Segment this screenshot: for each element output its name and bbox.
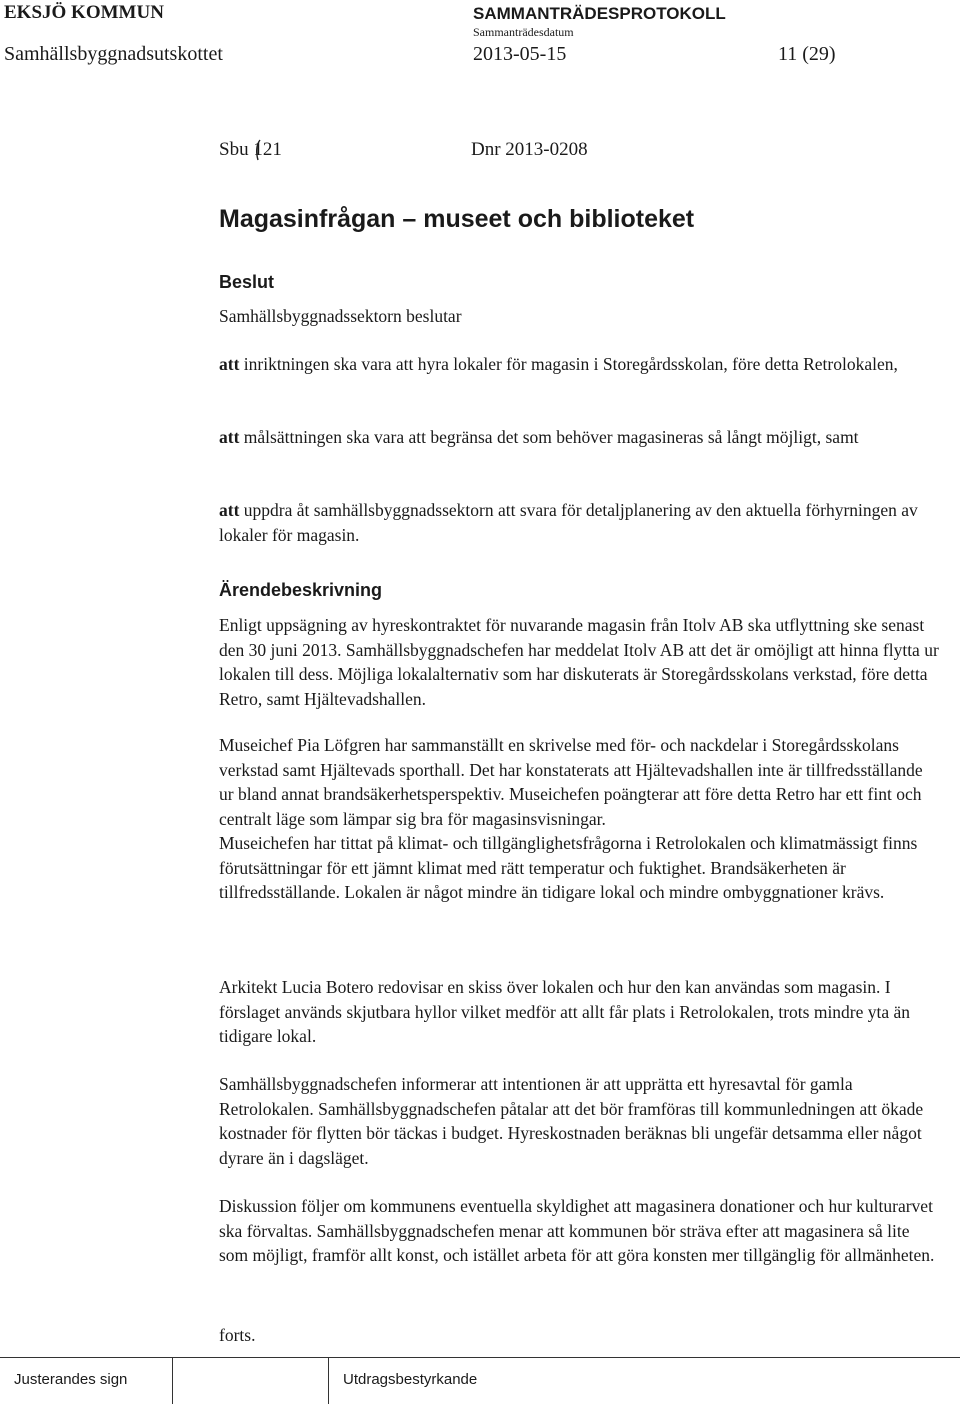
decision-item (219, 498, 939, 547)
meeting-date-label: Sammanträdesdatum (473, 25, 574, 39)
decision-heading: Beslut (219, 272, 275, 292)
municipality-name: EKSJÖ KOMMUN (4, 2, 164, 23)
footer-divider (0, 1357, 960, 1358)
decision-intro: Samhällsbyggnadssektorn beslutar (219, 306, 462, 326)
footer-separator (328, 1358, 329, 1404)
description-paragraph: Museichefen har tittat på klimat- och tillgänglighetsfrågorna i Retrolokalen och klimatmässigt finns förutsättningar för ett jämnt klimat med rätt temperatur och fuktighet. Brandsäkerheten är tillfredsställande. Lokalen är något mindre än tidigare lokal och mindre ombyggnationer krävs. (219, 833, 918, 902)
paragraph-number (219, 139, 282, 161)
committee-name: Samhällsbyggnadsutskottet (4, 43, 223, 65)
description-paragraph: Samhällsbyggnadschefen informerar att intentionen är att upprätta ett hyresavtal för gamla Retrolokalen. Samhällsbyggnadschefen påtalar att det bör framföras till kommunledningen att ökade kostnader för flytten bör täckas i budget. Hyreskostnaden beräknas bli ungefär detsamma eller något dyrare än i dagsläget. (219, 1074, 924, 1168)
signature-label: Justerandes sign (14, 1371, 128, 1388)
description-heading: Ärendebeskrivning (219, 580, 383, 600)
decision-item-text: inriktningen ska vara att hyra lokaler för magasin i Storegårdsskolan, före detta Retrolokalen, (239, 354, 898, 374)
paragraph-text: Sbu 121 (219, 139, 282, 160)
footer-separator (172, 1358, 173, 1404)
protocol-title: SAMMANTRÄDESPROTOKOLL (473, 4, 726, 23)
decision-item-text: uppdra åt samhällsbyggnadssektorn att svara för detaljplanering av den aktuella förhyrningen av lokaler för magasin. (219, 500, 918, 545)
description-block (0, 733, 960, 905)
meeting-date: 2013-05-15 (473, 43, 567, 65)
page-number: 11 (29) (778, 43, 836, 65)
description-paragraph: Museichef Pia Löfgren har sammanställt en skrivelse med för- och nackdelar i Storegårdsskolans verkstad samt Hjältevads sporthall. Det har konstaterats att Hjältevadshallen inte är tillfredsställande ur bland annat brandsäkerhetsperspektiv. Museichefen poängterar att före detta Retro har ett fint och centralt läge som lämpar sig bra för magasinsvisningar. (219, 735, 923, 829)
description-paragraph: Arkitekt Lucia Botero redovisar en skiss över lokalen och hur den kan användas som magasin. I förslaget används skjutbara hyllor vilket medför att allt får plats i Retrolokalen, trots mindre yta än tidigare lokal. (219, 977, 911, 1046)
case-number: Dnr 2013-0208 (471, 139, 588, 160)
continued-note: forts. (219, 1325, 256, 1345)
decision-item (219, 425, 939, 450)
att-keyword: att (219, 427, 240, 447)
extract-label: Utdragsbestyrkande (343, 1371, 478, 1388)
att-keyword: att (219, 500, 240, 520)
decision-item-text: målsättningen ska vara att begränsa det som behöver magasineras så långt möjligt, samt (239, 427, 859, 447)
page-title: Magasinfrågan – museet och biblioteket (219, 205, 695, 233)
section-mark-icon (254, 139, 262, 161)
att-keyword: att (219, 354, 240, 374)
description-paragraph: Diskussion följer om kommunens eventuella skyldighet att magasinera donationer och hur kulturarvet ska förvaltas. Samhällsbyggnadschefen menar att kommunen bör sträva efter att magasinera så lite som möjligt, framför allt konst, och istället arbeta för att göra konsten mer tillgänglig för allmänheten. (219, 1196, 935, 1265)
decision-item (219, 352, 939, 377)
description-paragraph: Enligt uppsägning av hyreskontraktet för nuvarande magasin från Itolv AB ska utflyttning ske senast den 30 juni 2013. Samhällsbyggnadschefen har meddelat Itolv AB att det är omöjligt att hinna flytta ur lokalen till dess. Möjliga lokalalternativ som har diskuterats är Storegårdsskolans verkstad, före detta Retro, samt Hjältevadshallen. (219, 615, 939, 709)
